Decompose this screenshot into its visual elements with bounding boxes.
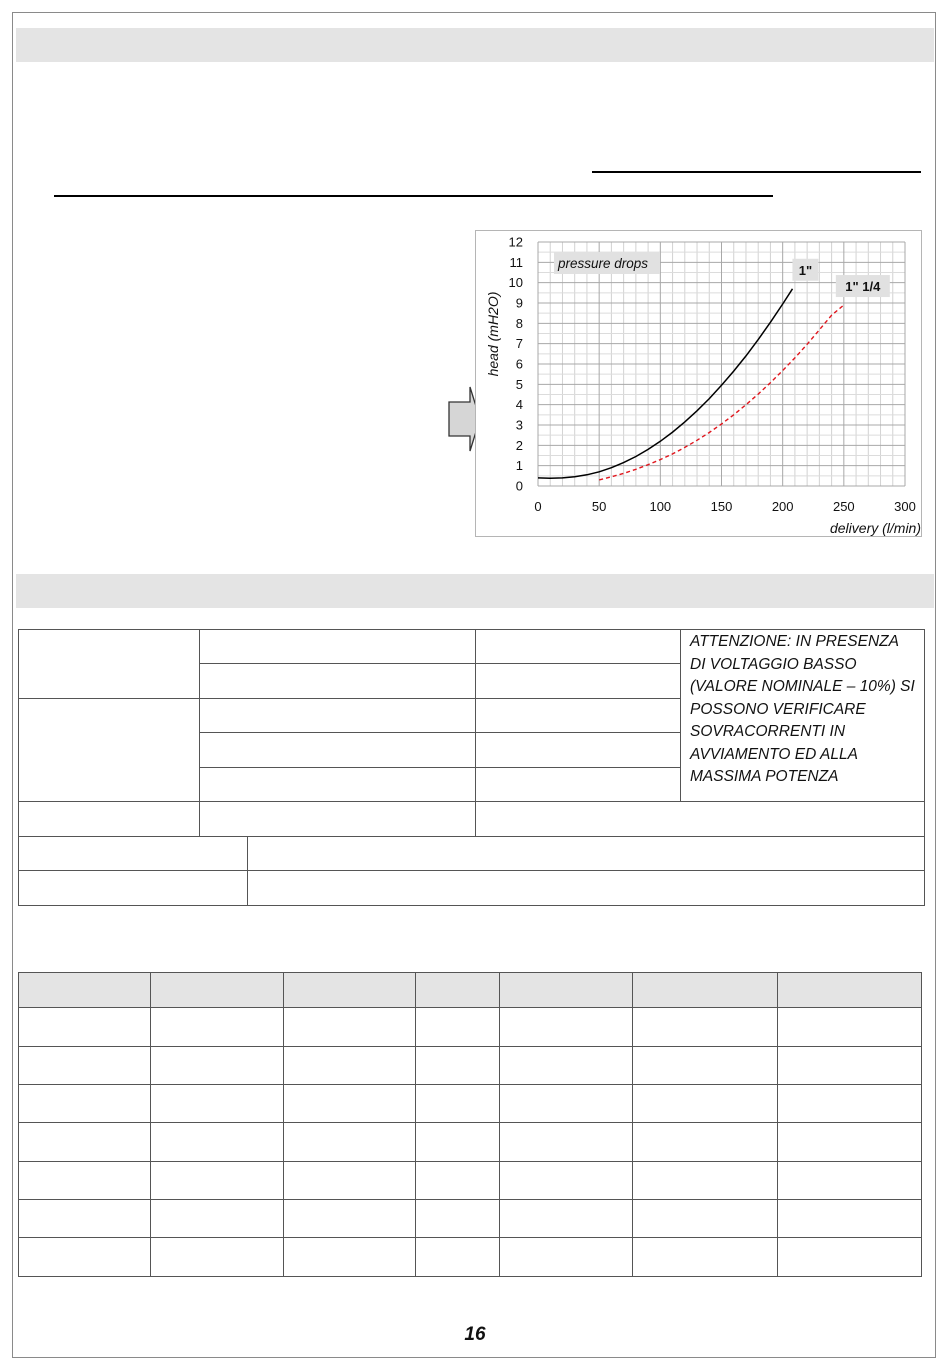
table-row [19,1123,922,1162]
table-cell [476,802,925,837]
table-cell [200,630,476,664]
x-tick-label: 300 [894,499,916,514]
table-cell [200,802,476,837]
table-cell [19,802,200,837]
y-tick-label: 1 [515,458,523,474]
chart-title: pressure drops [558,256,649,271]
table-cell [476,630,681,664]
section-header-band-top [16,28,934,62]
table-row [19,1085,922,1123]
models-table [18,972,922,1277]
y-tick-label: 7 [515,336,523,352]
y-tick-label: 6 [515,356,523,372]
y-tick-label: 12 [508,234,523,250]
page-number: 16 [464,1324,486,1345]
chart-x-ticks [534,499,915,514]
y-axis-label: head (mH2O) [485,291,501,377]
table-header-cell [500,973,633,1008]
x-tick-label: 250 [832,499,855,514]
table-header-row [19,973,922,1008]
table-cell [248,837,925,871]
table-header-cell [19,973,151,1008]
table-cell [19,630,200,699]
table-cell [248,871,925,906]
table-cell [476,664,681,699]
y-tick-label: 3 [515,417,523,433]
series-label-1-inch: 1" [798,262,813,278]
table-cell [19,699,200,802]
table-cell [200,733,476,768]
pressure-drops-chart [475,230,922,537]
table-cell [19,837,248,871]
table-cell [200,768,476,802]
table-row [19,1162,922,1200]
section-header-band-middle [16,574,934,608]
y-tick-label: 11 [509,254,523,270]
warning-note: ATTENZIONE: IN PRESENZA DI VOLTAGGIO BASSO (VALORE NOMINALE – 10%) SI POSSONO VERIFICARE SOVRACORRENTI IN AVVIAMENTO ED ALLA MASSIMA POTENZA [681,630,925,802]
table-cell [476,699,681,733]
table-cell [200,699,476,733]
x-tick-label: 0 [534,499,542,514]
x-tick-label: 150 [710,499,733,514]
y-tick-label: 9 [515,295,523,311]
table-row [19,1047,922,1085]
y-tick-label: 0 [515,478,523,494]
y-tick-label: 2 [515,437,523,453]
series-line-1-inch [538,289,793,479]
table-row [19,1008,922,1047]
table-cell [19,871,248,906]
x-tick-label: 100 [649,499,672,514]
table-header-cell [151,973,284,1008]
y-tick-label: 5 [515,376,523,392]
electrical-data-table [18,629,925,906]
chart-canvas [476,231,923,538]
x-tick-label: 50 [591,499,607,514]
x-tick-label: 200 [771,499,794,514]
underline-bottom [54,195,773,197]
table-header-cell [284,973,416,1008]
x-axis-label: delivery (l/min) [829,520,921,536]
table-cell [200,664,476,699]
table-header-cell [416,973,500,1008]
y-tick-label: 4 [515,397,523,413]
underline-top [592,171,921,173]
chart-y-ticks [509,235,523,494]
table-header-cell [778,973,922,1008]
table-header-cell [633,973,778,1008]
table-cell [476,733,681,768]
y-tick-label: 10 [508,275,523,291]
table-row [19,1238,922,1277]
table-row [19,1200,922,1238]
y-tick-label: 8 [515,315,523,331]
table-cell [476,768,681,802]
series-label-1-1-4-inch: 1" 1/4 [845,279,881,295]
